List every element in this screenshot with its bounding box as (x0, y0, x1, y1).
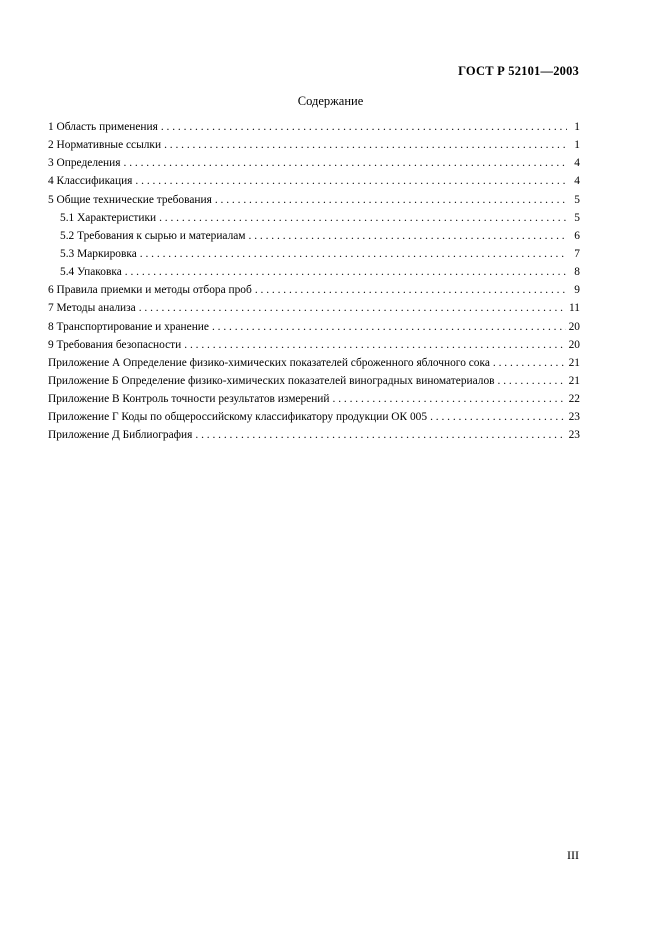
toc-item-label: 5.2 Требования к сырью и материалам (60, 229, 246, 242)
toc-leader-dots (255, 284, 567, 296)
toc-leader-dots (124, 157, 568, 169)
page-number: III (567, 848, 579, 862)
toc-item-page: 20 (568, 338, 580, 351)
toc-item-page: 8 (574, 266, 580, 279)
toc-item-2[interactable] (48, 139, 580, 157)
toc-item-page: 1 (574, 121, 580, 133)
toc-item-label: 5.1 Характеристики (60, 211, 157, 224)
table-of-contents (48, 121, 580, 448)
toc-leader-dots (159, 212, 567, 224)
toc-item-label: 8 Транспортирование и хранение (48, 320, 209, 333)
toc-item-7[interactable] (48, 302, 580, 320)
toc-item-8[interactable] (48, 321, 580, 339)
toc-item-label: Приложение Г Коды по общероссийскому классификатору продукции ОК 005 (48, 411, 428, 424)
toc-item-page: 4 (574, 157, 580, 170)
toc-item-3[interactable] (48, 157, 580, 175)
toc-leader-dots (333, 393, 566, 405)
toc-item-page: 23 (568, 429, 580, 442)
toc-item-page: 11 (569, 302, 580, 315)
toc-item-label: 7 Методы анализа (48, 302, 136, 315)
toc-item-label: Приложение В Контроль точности результатов измерений (48, 393, 330, 406)
toc-leader-dots (195, 429, 565, 441)
toc-item-label: 6 Правила приемки и методы отбора проб (48, 284, 252, 297)
toc-item-page: 4 (574, 175, 580, 188)
toc-item-5-3[interactable] (48, 248, 580, 266)
toc-appendix-a[interactable] (48, 357, 580, 375)
toc-item-label: 4 Классификация (48, 175, 133, 188)
toc-item-page: 1 (574, 139, 580, 152)
toc-item-5-4[interactable] (48, 266, 580, 284)
toc-leader-dots (249, 230, 567, 242)
toc-item-6[interactable] (48, 284, 580, 302)
toc-item-label: 5.4 Упаковка (60, 266, 122, 279)
document-code: ГОСТ Р 52101—2003 (458, 64, 579, 78)
toc-leader-dots (215, 194, 567, 206)
toc-item-1[interactable] (48, 121, 580, 139)
toc-item-page: 20 (568, 320, 580, 333)
toc-item-4[interactable] (48, 175, 580, 193)
toc-item-label: 1 Область применения (48, 121, 158, 133)
toc-leader-dots (161, 121, 567, 133)
toc-leader-dots (139, 302, 566, 314)
toc-item-page: 5 (574, 193, 580, 206)
toc-item-5[interactable] (48, 194, 580, 212)
toc-leader-dots (212, 321, 566, 333)
toc-item-page: 23 (568, 411, 580, 424)
toc-item-5-1[interactable] (48, 212, 580, 230)
toc-appendix-d[interactable] (48, 429, 580, 447)
toc-item-label: 2 Нормативные ссылки (48, 139, 162, 152)
toc-item-label: 9 Требования безопасности (48, 338, 182, 351)
toc-item-page: 6 (574, 229, 580, 242)
toc-item-page: 9 (574, 284, 580, 297)
toc-appendix-b[interactable] (48, 375, 580, 393)
toc-item-label: Приложение А Определение физико-химических показателей сброженного яблочного сока (48, 356, 490, 369)
toc-item-label: 5 Общие технические требования (48, 193, 212, 206)
toc-item-page: 22 (568, 393, 580, 406)
toc-item-page: 5 (574, 211, 580, 224)
toc-leader-dots (140, 248, 567, 260)
toc-item-page: 7 (574, 247, 580, 260)
toc-item-label: 3 Определения (48, 157, 121, 170)
toc-leader-dots (493, 357, 566, 369)
toc-item-label: 5.3 Маркировка (60, 247, 137, 260)
toc-item-label: Приложение Д Библиография (48, 429, 193, 442)
toc-leader-dots (430, 411, 566, 423)
toc-leader-dots (125, 266, 567, 278)
toc-leader-dots (135, 175, 567, 187)
toc-appendix-g[interactable] (48, 411, 580, 429)
toc-leader-dots (498, 375, 566, 387)
toc-leader-dots (184, 339, 565, 351)
toc-item-5-2[interactable] (48, 230, 580, 248)
toc-appendix-v[interactable] (48, 393, 580, 411)
toc-item-label: Приложение Б Определение физико-химических показателей виноградных виноматериалов (48, 374, 495, 387)
toc-title: Содержание (297, 94, 364, 108)
toc-item-9[interactable] (48, 339, 580, 357)
toc-leader-dots (164, 139, 567, 151)
toc-item-page: 21 (568, 356, 580, 369)
toc-item-page: 21 (568, 374, 580, 387)
